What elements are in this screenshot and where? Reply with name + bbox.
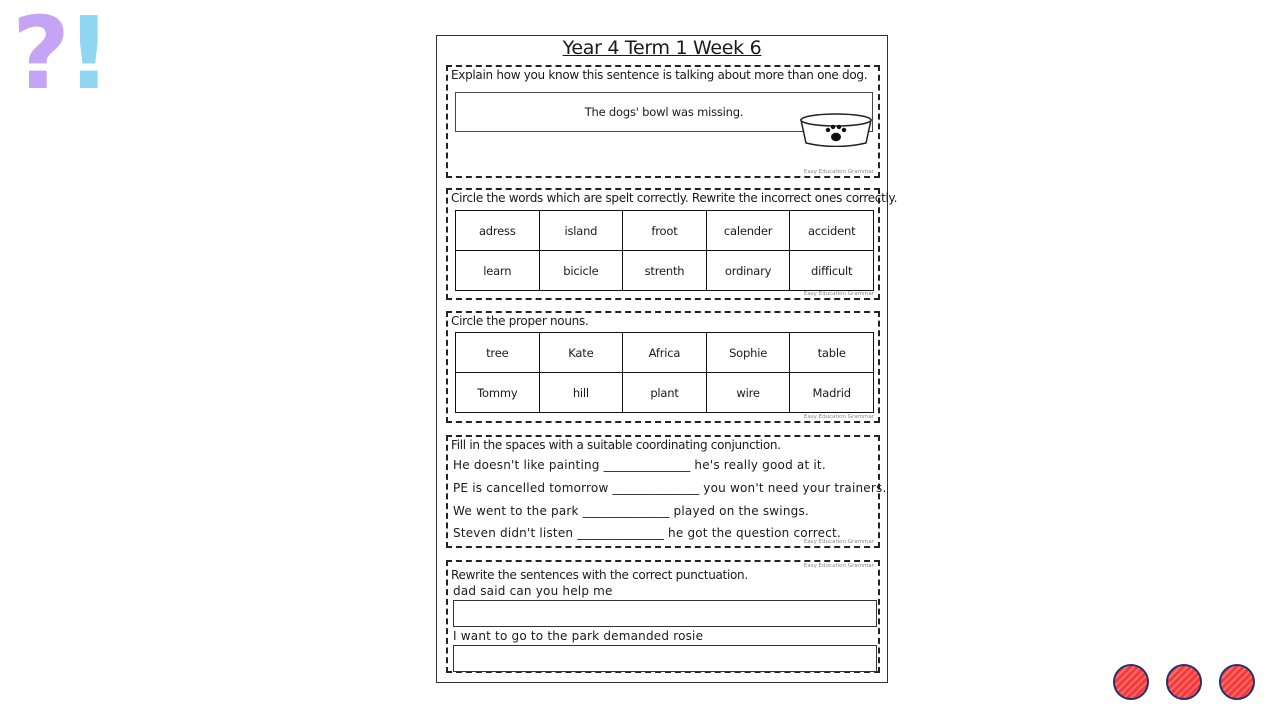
question-text: Fill in the spaces with a suitable coordinating conjunction. <box>451 438 781 452</box>
conjunction-sentence: He doesn't like painting ______________ he's really good at it. <box>453 458 826 472</box>
section-spelling <box>446 188 898 300</box>
word-cell[interactable]: Tommy <box>456 373 540 413</box>
word-cell[interactable]: Sophie <box>706 333 790 373</box>
conjunction-sentence: Steven didn't listen ______________ he got the question correct. <box>453 526 841 540</box>
question-mark-icon: ? <box>12 0 71 112</box>
conjunction-sentence: PE is cancelled tomorrow ______________ you won't need your trainers. <box>453 481 887 495</box>
word-cell[interactable]: difficult <box>790 251 874 291</box>
punctuation-sentence: dad said can you help me <box>453 584 613 598</box>
footer-credit: Easy Education Grammar <box>803 414 874 420</box>
question-text: Circle the proper nouns. <box>451 314 589 328</box>
word-cell[interactable]: calender <box>706 211 790 251</box>
dog-bowl-icon <box>798 113 874 147</box>
word-cell[interactable]: bicicle <box>539 251 623 291</box>
footer-credit: Easy Education Grammar <box>803 539 874 545</box>
table-row <box>456 333 874 373</box>
punctuation-sentence: I want to go to the park demanded rosie <box>453 629 704 643</box>
word-cell[interactable]: ordinary <box>706 251 790 291</box>
answer-box[interactable] <box>453 645 877 672</box>
word-cell[interactable]: hill <box>539 373 623 413</box>
worksheet <box>436 35 898 683</box>
sentence-text: The dogs' bowl was missing. <box>584 105 744 119</box>
section-plural-possessive <box>446 65 880 178</box>
proper-noun-grid <box>455 332 874 413</box>
question-text: Explain how you know this sentence is talking about more than one dog. <box>451 68 868 82</box>
word-cell[interactable]: adress <box>456 211 540 251</box>
word-cell[interactable]: plant <box>623 373 707 413</box>
logo <box>12 0 112 112</box>
word-cell[interactable]: wire <box>706 373 790 413</box>
word-cell[interactable]: Madrid <box>790 373 874 413</box>
word-cell[interactable]: strenth <box>623 251 707 291</box>
conjunction-sentence: We went to the park ______________ played on the swings. <box>453 504 809 518</box>
footer-credit: Easy Education Grammar <box>803 291 874 297</box>
navigation-dots <box>1113 664 1255 700</box>
word-cell[interactable]: Kate <box>539 333 623 373</box>
nav-dot[interactable] <box>1113 664 1149 700</box>
spelling-word-grid <box>455 210 874 291</box>
footer-credit: Easy Education Grammar <box>803 563 874 569</box>
table-row <box>456 373 874 413</box>
word-cell[interactable]: tree <box>456 333 540 373</box>
table-row <box>456 251 874 291</box>
nav-dot[interactable] <box>1219 664 1255 700</box>
nav-dot[interactable] <box>1166 664 1202 700</box>
exclamation-mark-icon: ! <box>66 0 112 112</box>
section-punctuation <box>446 560 880 673</box>
word-cell[interactable]: accident <box>790 211 874 251</box>
section-proper-nouns <box>446 311 880 423</box>
answer-box[interactable] <box>453 600 877 627</box>
word-cell[interactable]: froot <box>623 211 707 251</box>
word-cell[interactable]: table <box>790 333 874 373</box>
question-text: Rewrite the sentences with the correct punctuation. <box>451 568 748 582</box>
footer-credit: Easy Education Grammar <box>803 169 874 175</box>
word-cell[interactable]: island <box>539 211 623 251</box>
word-cell[interactable]: learn <box>456 251 540 291</box>
question-text: Circle the words which are spelt correctly. Rewrite the incorrect ones correctly. <box>451 191 898 205</box>
word-cell[interactable]: Africa <box>623 333 707 373</box>
section-conjunctions <box>446 435 887 548</box>
table-row <box>456 211 874 251</box>
worksheet-title: Year 4 Term 1 Week 6 <box>562 37 762 59</box>
